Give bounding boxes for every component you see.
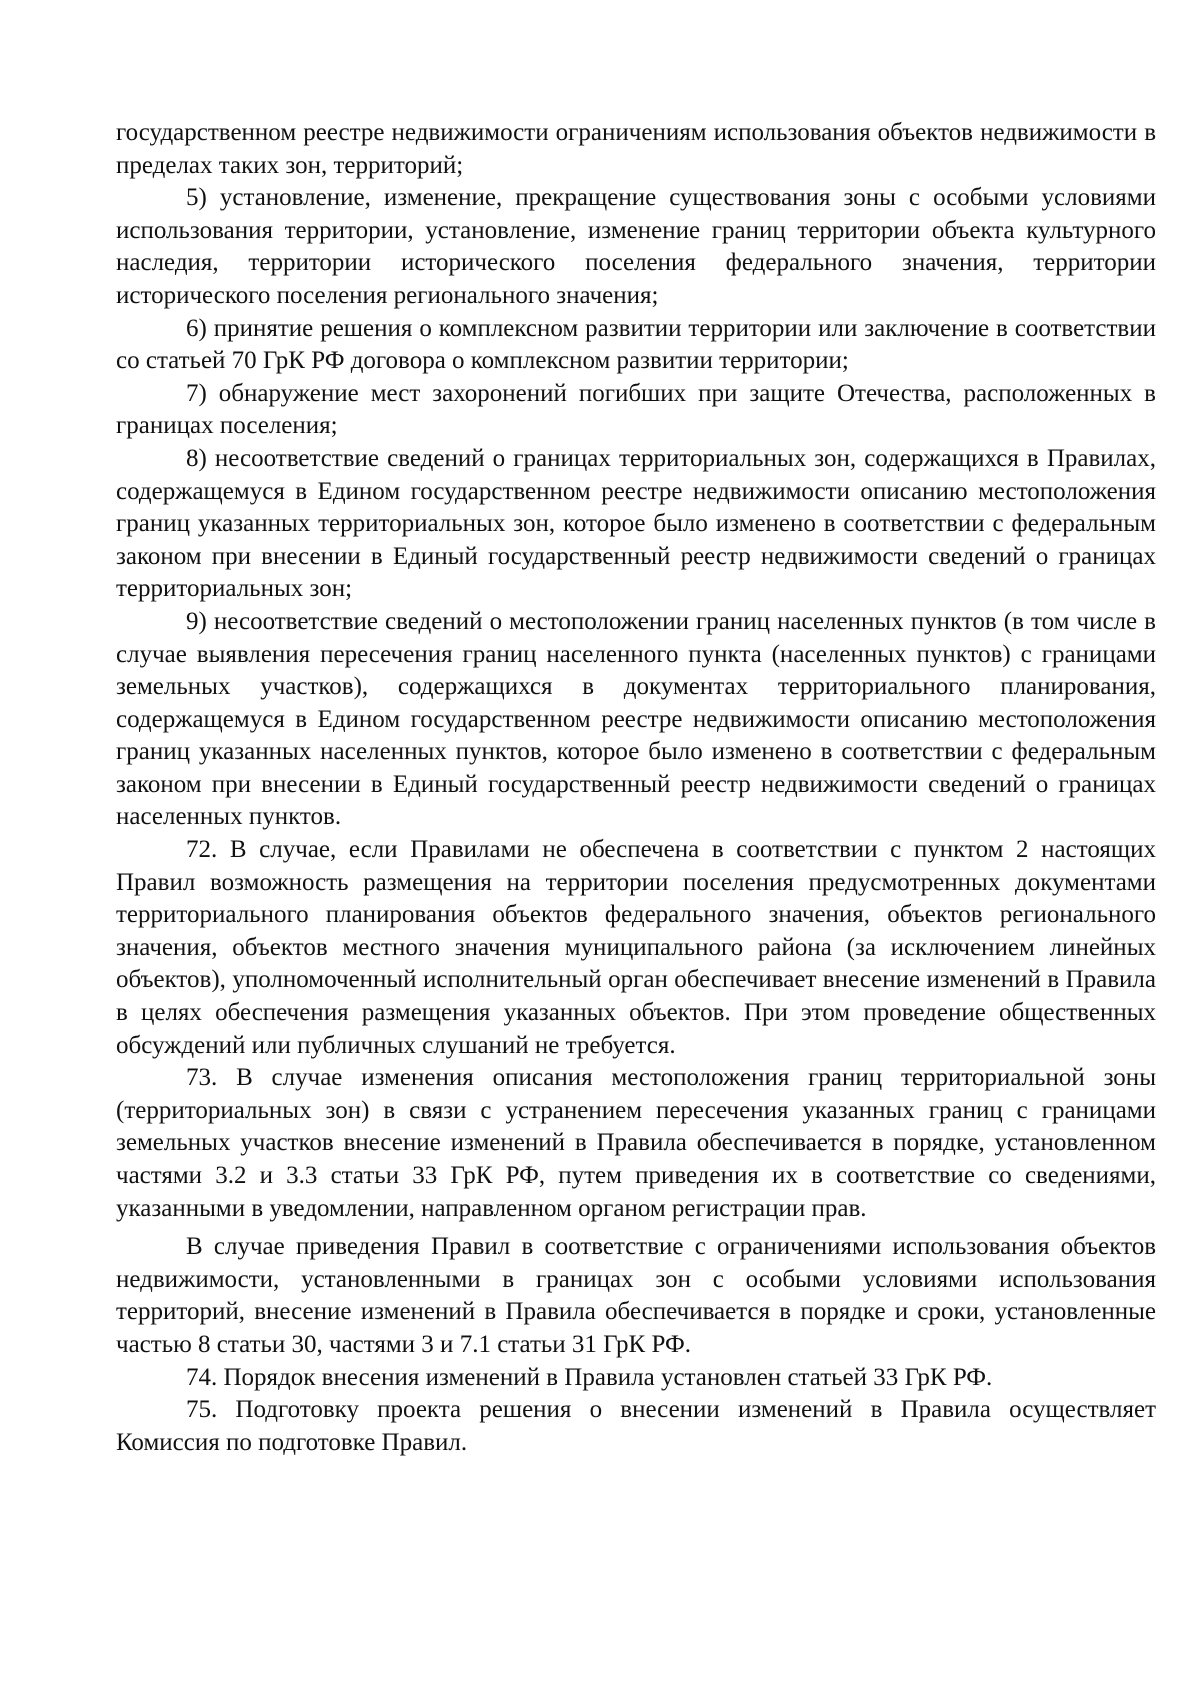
paragraph-item-6: 6) принятие решения о комплексном развитии территории или заключение в соответствии со статьей 70 ГрК РФ договора о комплексном развитии территории; (116, 314, 1156, 375)
paragraph-clause-72: 72. В случае, если Правилами не обеспечена в соответствии с пунктом 2 настоящих Правил возможность размещения на территории поселения предусмотренных документами территориального планирования объектов федерального значения, объектов регионального значения, объектов местного значения муниципального района (за исключением линейных объектов), уполномоченный исполнительный орган обеспечивает внесение изменений в Правила в целях обеспечения размещения указанных объектов. При этом проведение общественных обсуждений или публичных слушаний не требуется. (116, 836, 1156, 1059)
paragraph-clause-73-continued: В случае приведения Правил в соответствие с ограничениями использования объектов недвижимости, установленными в границах зон с особыми условиями использования территорий, внесение изменений в Правила обеспечивается в порядке и сроки, установленные частью 8 статьи 30, частями 3 и 7.1 статьи 31 ГрК РФ. (116, 1233, 1156, 1358)
paragraph-item-9: 9) несоответствие сведений о местоположении границ населенных пунктов (в том числе в случае выявления пересечения границ населенного пункта (населенных пунктов) с границами земельных участков), содержащихся в документах территориального планирования, содержащемуся в Едином государственном реестре недвижимости описанию местоположения границ указанных населенных пунктов, которое было изменено в соответствии с федеральным законом при внесении в Единый государственный реестр недвижимости сведений о границах населенных пунктов. (116, 607, 1156, 831)
paragraph-clause-75: 75. Подготовку проекта решения о внесении изменений в Правила осуществляет Комиссия по подготовке Правил. (116, 1396, 1156, 1456)
paragraph-item-5: 5) установление, изменение, прекращение существования зоны с особыми условиями использования территории, установление, изменение границ территории объекта культурного наследия, территории исторического поселения федерального значения, территории исторического поселения регионального значения; (116, 184, 1156, 309)
paragraph-item-7: 7) обнаружение мест захоронений погибших при защите Отечества, расположенных в границах поселения; (116, 379, 1156, 440)
paragraph-item-8: 8) несоответствие сведений о границах территориальных зон, содержащихся в Правилах, содержащемуся в Едином государственном реестре недвижимости описанию местоположения границ указанных территориальных зон, которое было изменено в соответствии с федеральным законом при внесении в Единый государственный реестр недвижимости сведений о границах территориальных зон; (116, 444, 1156, 603)
paragraph-clause-73: 73. В случае изменения описания местоположения границ территориальной зоны (территориальных зон) в связи с устранением пересечения указанных границ с границами земельных участков внесение изменений в Правила обеспечивается в порядке, установленном частями 3.2 и 3.3 статьи 33 ГрК РФ, путем приведения их в соответствие со сведениями, указанными в уведомлении, направленном органом регистрации прав. (116, 1064, 1156, 1222)
paragraph-clause-74: 74. Порядок внесения изменений в Правила установлен статьей 33 ГрК РФ. (186, 1363, 993, 1391)
document-body (116, 117, 1156, 1459)
paragraph-continuation: государственном реестре недвижимости ограничениям использования объектов недвижимости в пределах таких зон, территорий; (116, 119, 1156, 179)
